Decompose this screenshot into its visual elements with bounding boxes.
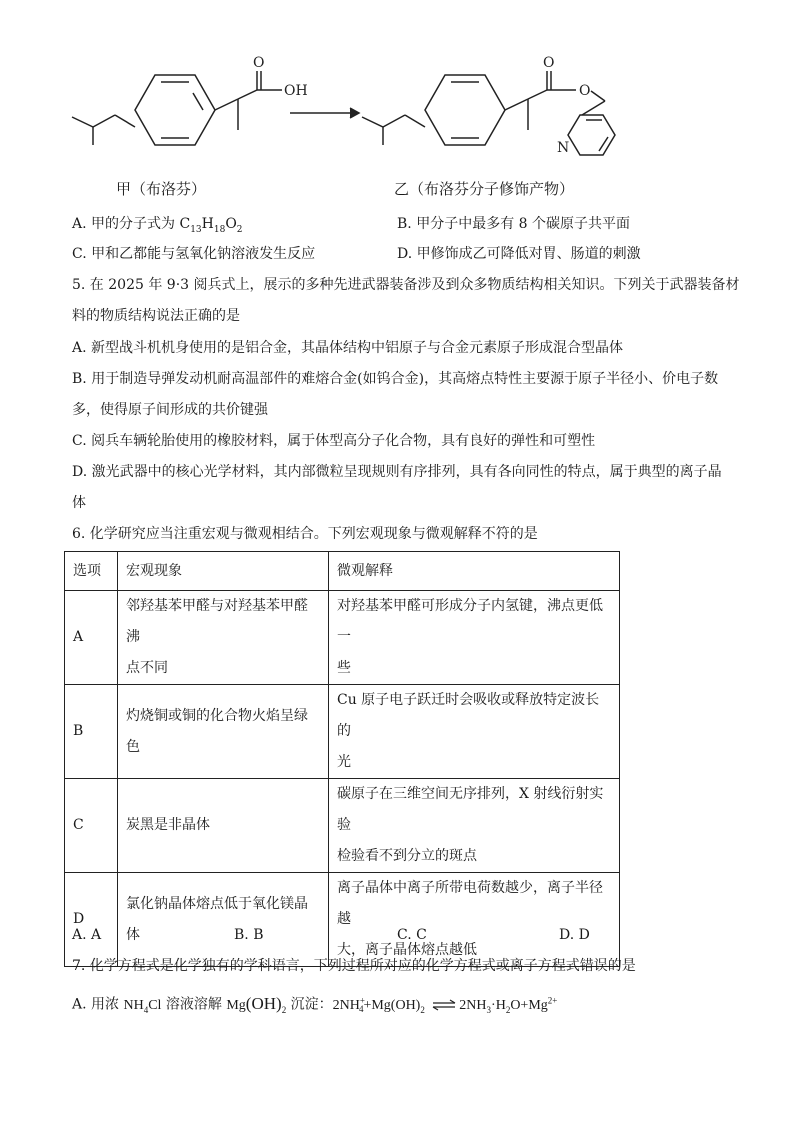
q5-option-a: A. 新型战斗机机身使用的是铝合金，其晶体结构中铝原子与合金元素原子形成混合型晶体 — [72, 340, 624, 356]
row-macro: 灼烧铜或铜的化合物火焰呈绿色 — [118, 685, 329, 779]
label-jia: 甲（布洛芬） — [116, 180, 207, 198]
q6-answer-b: B. B — [234, 927, 264, 943]
table-row — [65, 779, 620, 873]
q7-stem: 7. 化学方程式是化学独有的学科语言，下列过程所对应的化学方程式或离子方程式错误的是 — [72, 958, 636, 974]
ibuprofen-structure — [60, 55, 320, 170]
header-macro: 宏观现象 — [118, 552, 329, 591]
row-micro: 对羟基苯甲醛可形成分子内氢键，沸点更低一 些 — [329, 591, 620, 685]
q6-answer-c: C. C — [397, 927, 427, 943]
q5-option-b-line2: 多，使得原子间形成的共价键强 — [72, 402, 268, 418]
equilibrium-arrow-icon — [432, 999, 456, 1011]
q6-answer-a: A. A — [72, 927, 102, 943]
row-macro: 炭黑是非晶体 — [118, 779, 329, 873]
table-row — [65, 873, 620, 967]
header-micro: 微观解释 — [329, 552, 620, 591]
table-row — [65, 685, 620, 779]
row-micro: Cu 原子电子跃迁时会吸收或释放特定波长的 光 — [329, 685, 620, 779]
q7-option-a: A. 用浓 $NH_4Cl$ 溶液溶解 $Mg(OH)_2$ 沉淀：$2NH^+_4+Mg(OH)_2$ $2NH_3\cdot H_2O+Mg^{2+}$ — [72, 993, 558, 1015]
header-option: 选项 — [65, 552, 118, 591]
q5-option-d-line2: 体 — [72, 495, 86, 511]
row-option: D — [65, 873, 118, 967]
pyridine-n-label: N — [557, 140, 570, 156]
q5-option-c: C. 阅兵车辆轮胎使用的橡胶材料，属于体型高分子化合物，具有良好的弹性和可塑性 — [72, 433, 596, 449]
label-yi: 乙（布洛芬分子修饰产物） — [394, 180, 575, 198]
table-header-row — [65, 552, 620, 591]
ibuprofen-ester-structure — [350, 55, 640, 175]
row-option: A — [65, 591, 118, 685]
q6-stem: 6. 化学研究应当注重宏观与微观相结合。下列宏观现象与微观解释不符的是 — [72, 526, 538, 542]
q6-table — [64, 551, 620, 967]
q5-stem-line1: 5. 在 2025 年 9·3 阅兵式上，展示的多种先进武器装备涉及到众多物质结构相关知识。下列关于武器装备材 — [72, 277, 740, 293]
q4-option-c: C. 甲和乙都能与氢氧化钠溶液发生反应 — [72, 246, 316, 262]
hydroxyl-label: OH — [284, 83, 308, 99]
q5-option-b-line1: B. 用于制造导弹发动机耐高温部件的难熔合金(如钨合金)，其高熔点特性主要源于原子半径小、价电子数 — [72, 371, 719, 387]
q5-option-d-line1: D. 激光武器中的核心光学材料，其内部微粒呈现规则有序排列，具有各向同性的特点，属于典型的离子晶 — [72, 464, 722, 480]
q6-answer-d: D. D — [559, 927, 590, 943]
row-micro: 碳原子在三维空间无序排列，X 射线衍射实验 检验看不到分立的斑点 — [329, 779, 620, 873]
ester-o-label: O — [579, 83, 591, 99]
row-micro: 离子晶体中离子所带电荷数越少，离子半径越 大，离子晶体熔点越低 — [329, 873, 620, 967]
q5-stem-line2: 料的物质结构说法正确的是 — [72, 308, 240, 324]
row-option: C — [65, 779, 118, 873]
row-option: B — [65, 685, 118, 779]
q4-option-a: A. 甲的分子式为 $C_{13}H_{18}O_2$ — [72, 216, 243, 235]
q4-option-d: D. 甲修饰成乙可降低对胃、肠道的刺激 — [397, 246, 641, 262]
row-macro: 氯化钠晶体熔点低于氧化镁晶体 — [118, 873, 329, 967]
carbonyl-o-label: O — [253, 55, 265, 71]
table-row — [65, 591, 620, 685]
q4-option-b: B. 甲分子中最多有 8 个碳原子共平面 — [397, 216, 630, 232]
ester-carbonyl-o-label: O — [543, 55, 555, 71]
row-macro: 邻羟基苯甲醛与对羟基苯甲醛沸 点不同 — [118, 591, 329, 685]
